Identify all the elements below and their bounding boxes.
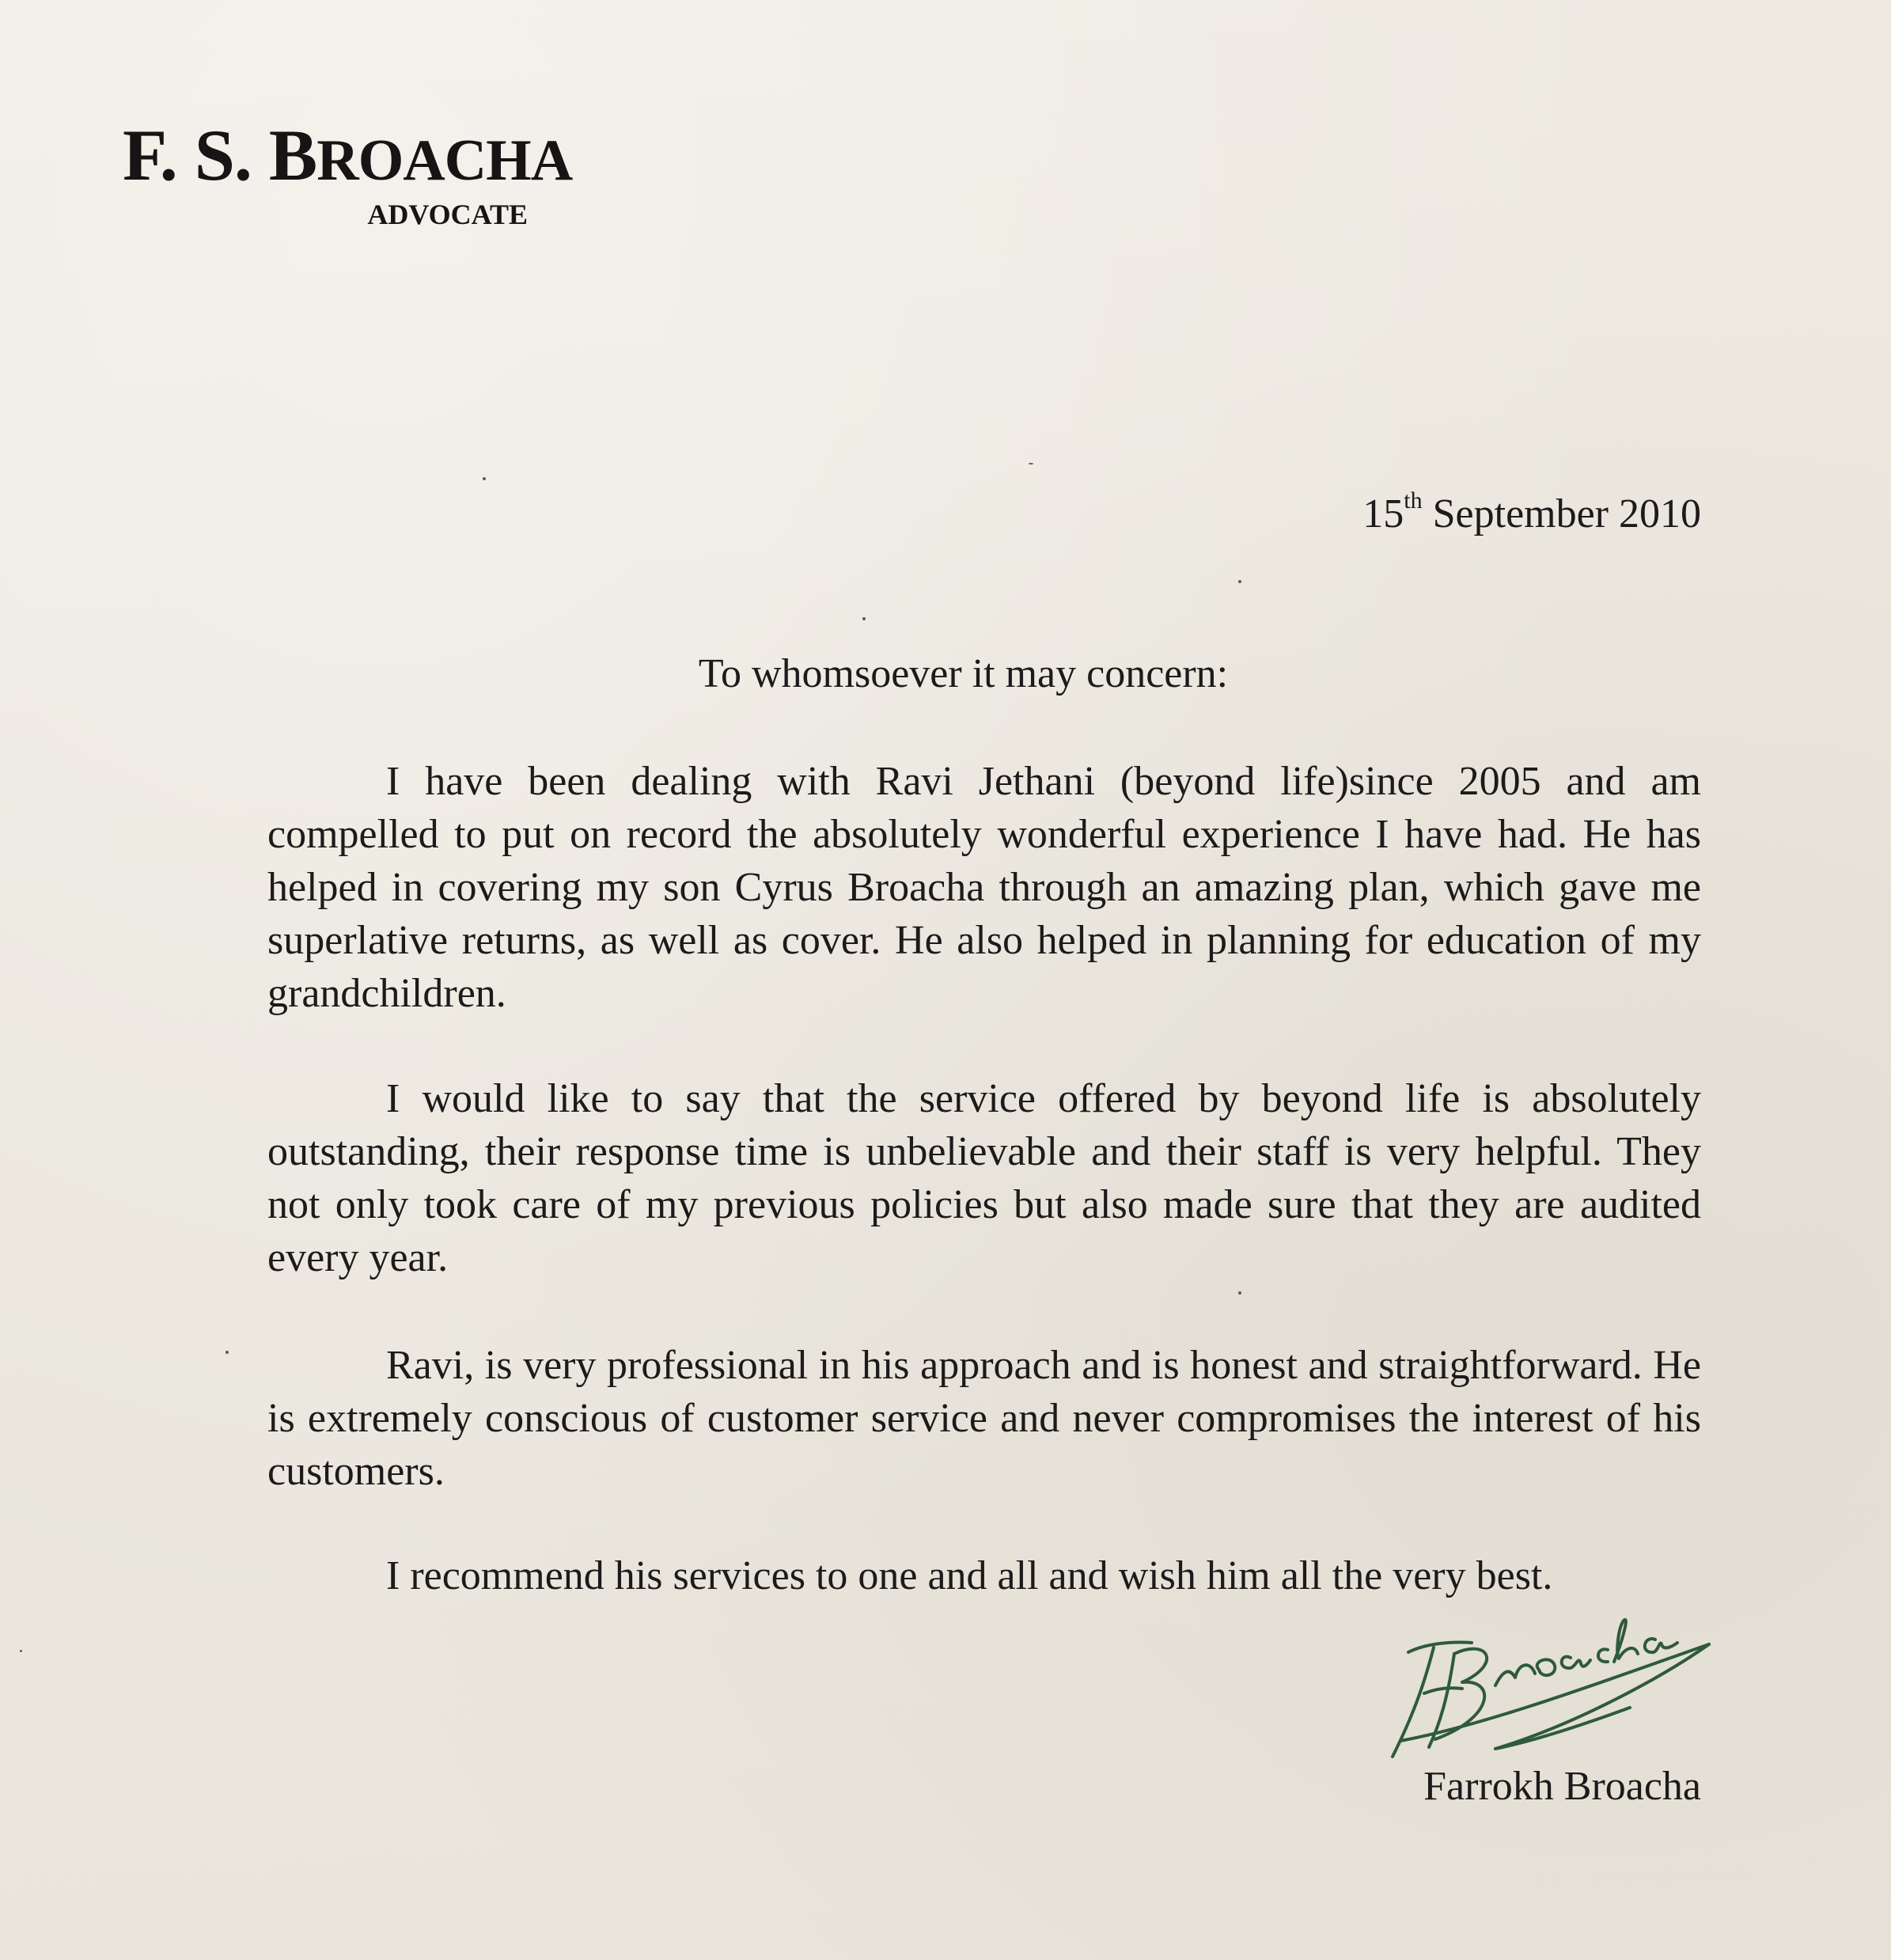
date-suffix: th [1404,487,1423,514]
letterhead-title: ADVOCATE [367,199,528,230]
paper-speck [1238,580,1241,583]
letterhead-name [123,115,573,195]
handwritten-signature [1377,1606,1741,1765]
body-paragraph: Ravi, is very professional in his approach and is honest and straightforward. He is extremely conscious of customer service and never compromises the interest of his customers. [267,1343,1701,1494]
body-paragraph: I would like to say that the service offered by beyond life is absolutely outstanding, their response time is unbelievable and their staff is very helpful. They not only took care of my previous policies but also made sure that they are audited every year. [267,1076,1701,1280]
letterhead-surname-rest: ROACHA [316,128,573,193]
date-day: 15 [1362,491,1404,536]
paper-speck [862,617,866,620]
salutation: To whomsoever it may concern: [698,651,1229,696]
paper-speck [1029,463,1033,464]
body-paragraph-3-container [267,1339,1701,1498]
body-paragraph-1-container [267,755,1701,1020]
paper-speck [1238,1291,1241,1295]
letterhead [123,115,573,230]
paper-speck [225,1351,229,1354]
signatory-name: Farrokh Broacha [1423,1764,1701,1809]
body-paragraph: I recommend his services to one and all and wish him all the very best. [386,1553,1553,1598]
body-paragraph-4-container [267,1549,1701,1602]
body-paragraph: I have been dealing with Ravi Jethani (beyond life)since 2005 and am compelled to put on record the absolutely wonderful experience I have had. He has helped in covering my son Cyrus Broacha through an amazing plan, which gave me superlative returns, as well as cover. He also helped in planning for education of my grandchildren. [267,759,1701,1016]
letterhead-initials: F. S. [123,115,269,195]
date-rest: September 2010 [1422,491,1701,536]
paper-speck [20,1650,22,1652]
paper-speck [483,477,486,480]
body-paragraph-2-container [267,1072,1701,1284]
letter-date [1362,487,1701,537]
letterhead-surname-initial: B [268,115,317,195]
